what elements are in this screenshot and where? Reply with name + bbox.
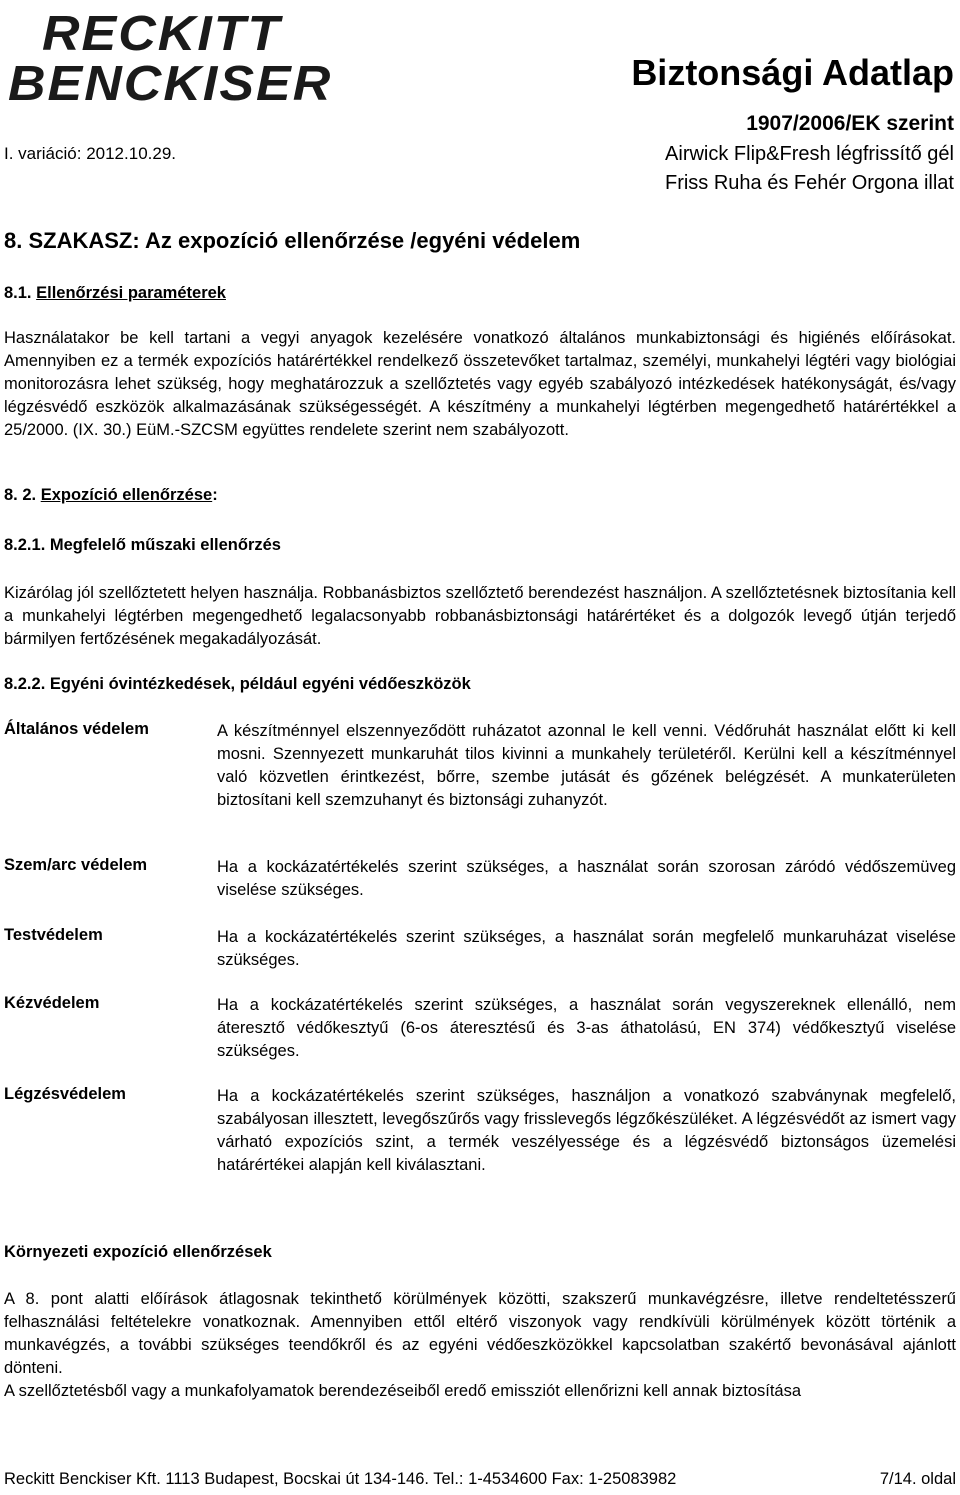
protection-text-hand: Ha a kockázatértékelés szerint szükséges, a használat során vegyszereknek ellenálló, nem áteresztő védőkesztyű (6-os áteresztésű és 3-as áthatolású, EN 374) védőkesztyű viselése szükséges. (217, 996, 956, 1060)
subsection-title: Egyéni óvintézkedések, például egyéni védőeszközök (49, 675, 471, 693)
environmental-exposure-heading: Környezeti expozíció ellenőrzések (4, 1243, 272, 1261)
product-name (665, 140, 954, 198)
subsection-number: 8. 2. (4, 486, 37, 504)
footer-page-number: 7/14. oldal (879, 1470, 956, 1488)
subsection-8-1-heading (4, 284, 226, 303)
subsection-number: 8.2.2. (4, 675, 46, 693)
protection-label-eye-face: Szem/arc védelem (4, 856, 148, 874)
version-date: I. variáció: 2012.10.29. (4, 144, 177, 163)
logo-line-2: BENCKISER (8, 56, 333, 112)
protection-label-hand: Kézvédelem (4, 994, 100, 1012)
subsection-title: Ellenőrzési paraméterek (36, 284, 226, 302)
product-line-2: Friss Ruha és Fehér Orgona illat (664, 172, 954, 194)
engineering-controls-text: Kizárólag jól szellőztetett helyen használja. Robbanásbiztos szellőztető berendezést használjon. A szellőztetésnek biztosítania kell a munkahelyi légtérben megengedhető legalacsonyabb robbanásbiztonsági határértéket és a dolgozók levegő útján terjedő bármilyen fertőzésének megakadályozását. (4, 584, 956, 648)
protection-label-body: Testvédelem (4, 926, 103, 944)
footer-company: Reckitt Benckiser Kft. 1113 Budapest, Bocskai út 134-146. Tel.: 1-4534600 Fax: 1-25083982 (4, 1470, 677, 1488)
protection-text-general: A készítménnyel elszennyeződött ruházatot azonnal le kell venni. Védőruhát használat előtt ki kell mosni. Szennyezett munkaruhát tilos kivinni a munkahely területéről. Kerülni kell a készítménnyel való közvetlen érintkezést, bőrre, szembe jutását és gőzének belégzését. A munkaterületen biztosítani kell szemzuhanyt és biztonsági zuhanyzót. (217, 722, 956, 809)
page-footer (4, 1470, 956, 1489)
environmental-exposure-text: A 8. pont alatti előírások átlagosnak tekinthető körülmények közötti, szakszerű munkavégzésre, illetve rendeltetésszerű felhasználási feltételekre vonatkoznak. Amennyiben ettől eltérő viszonyok vagy rendkívüli körülmények között történik a munkavégzés, a további szükséges teendőkről és az egyéni védőeszközökkel kapcsolatban szakértő bevonásával ajánlott dönteni. (4, 1290, 956, 1377)
subsection-8-2-2-heading (4, 675, 471, 694)
subsection-8-2-1-heading (4, 536, 281, 555)
protection-label-general: Általános védelem (4, 720, 149, 738)
subsection-number: 8.2.1. (4, 536, 46, 554)
product-line-1: Airwick Flip&Fresh légfrissítő gél (665, 143, 954, 165)
subsection-title: Megfelelő műszaki ellenőrzés (49, 536, 281, 554)
subsection-8-2-heading (4, 486, 218, 505)
protection-label-respiratory: Légzésvédelem (4, 1085, 126, 1103)
protection-text-body: Ha a kockázatértékelés szerint szükséges, a használat során megfelelő munkaruházat viselése szükséges. (217, 928, 956, 969)
document-title: Biztonsági Adatlap (631, 52, 954, 93)
environmental-exposure-text-2: A szellőztetésből vagy a munkafolyamatok berendezéseiből eredő emissziót ellenőrizni kell annak biztosítása (4, 1382, 802, 1400)
exposure-parameters-text: Használatakor be kell tartani a vegyi anyagok kezelésére vonatkozó általános munkabiztonsági és higiénés előírásokat. Amennyiben ez a termék expozíciós határértékkel rendelkező összetevőket tartalmaz, személyi, munkahelyi légtéri vagy biológiai monitorozásra lehet szükség, hogy meghatározzuk a szellőztetés vagy egyéb szabályozó intézkedések hatékonyságát, és/vagy légzésvédő eszközök alkalmazásának szükségességét. A készítmény a munkahelyi légtérben megengedhető határértékkel a 25/2000. (IX. 30.) EüM.-SZCSM együttes rendelete szerint nem szabályozott. (4, 329, 956, 439)
protection-text-eye-face: Ha a kockázatértékelés szerint szükséges, a használat során szorosan záródó védőszemüveg viselése szükséges. (217, 858, 956, 899)
subsection-colon: : (212, 486, 218, 504)
company-logo (4, 6, 333, 112)
regulation: 1907/2006/EK szerint (746, 112, 954, 135)
section-title: 8. SZAKASZ: Az expozíció ellenőrzése /egyéni védelem (4, 228, 581, 253)
logo-line-1: RECKITT (42, 6, 282, 62)
protection-text-respiratory: Ha a kockázatértékelés szerint szükséges, használjon a vonatkozó szabványnak megfelelő, szabályosan illesztett, levegőszűrős vagy frisslevegős légzőkészüléket. A légzésvédőt az ismert vagy várható expozíciós szint, a termék veszélyessége és a légzésvédő biztonságos üzemelési határértékei alapján kell kiválasztani. (217, 1087, 956, 1174)
subsection-number: 8.1. (4, 284, 32, 302)
subsection-title: Expozíció ellenőrzése (40, 486, 213, 504)
